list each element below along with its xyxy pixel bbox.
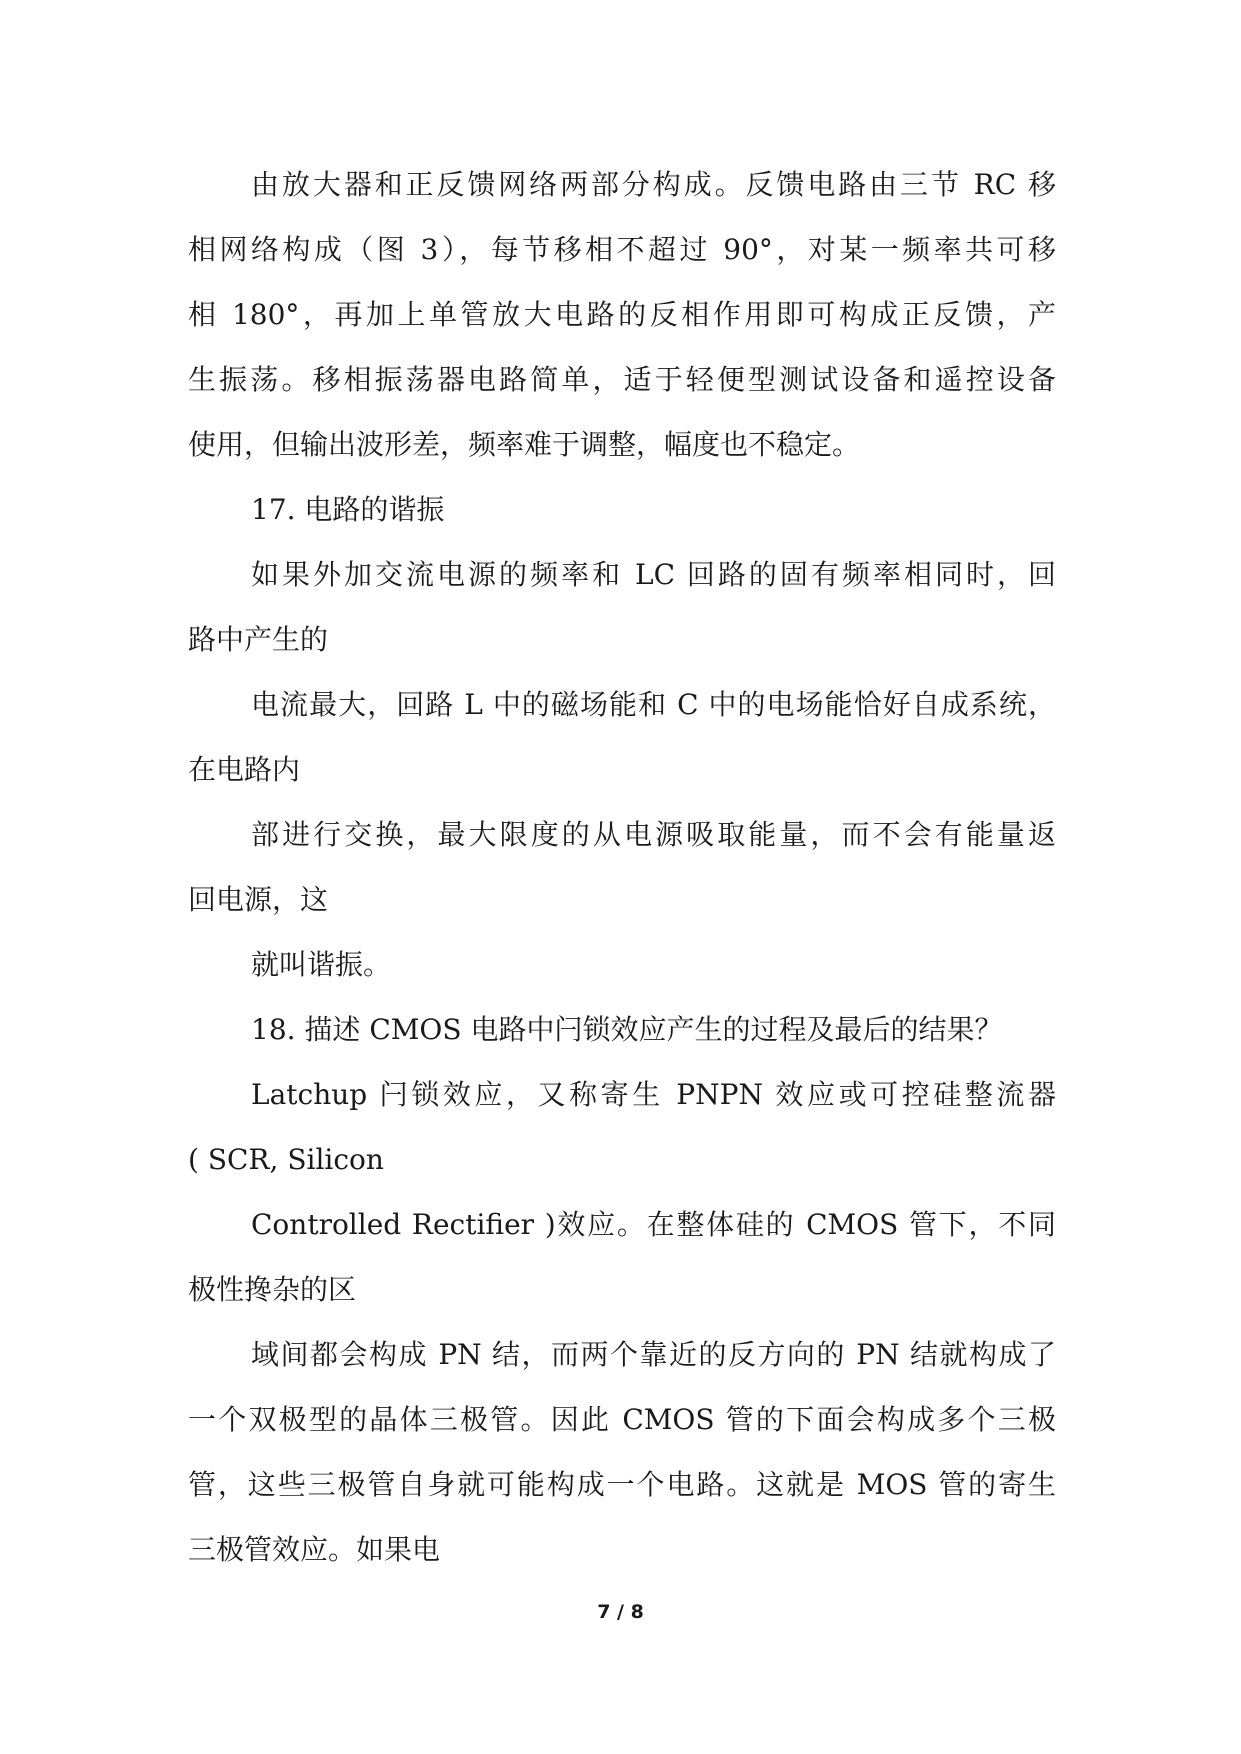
text-line: 17. 电路的谐振 [251,493,445,526]
text-line: 由放大器和正反馈网络两部分构成。反馈电路由三节 RC 移 [251,168,1056,201]
text-line: 路中产生的 [188,623,329,656]
text-line: 极性搀杂的区 [188,1273,357,1306]
text-line: 18. 描述 CMOS 电路中闩锁效应产生的过程及最后的结果？ [251,1013,1003,1046]
text-line: 在电路内 [188,753,301,786]
text-line: 一个双极型的晶体三极管。因此 CMOS 管的下面会构成多个三极 [188,1403,1056,1436]
text-line: Controlled Rectifier )效应。在整体硅的 CMOS 管下，不同 [251,1208,1056,1241]
text-line: 使用，但输出波形差，频率难于调整，幅度也不稳定。 [188,428,861,461]
text-line: 相 180°，再加上单管放大电路的反相作用即可构成正反馈，产 [188,298,1056,331]
text-line: 就叫谐振。 [251,948,392,981]
text-line: ( SCR, Silicon [188,1143,384,1176]
text-line: 域间都会构成 PN 结，而两个靠近的反方向的 PN 结就构成了 [251,1338,1056,1371]
text-line: 回电源，这 [188,883,329,916]
text-line: 管，这些三极管自身就可能构成一个电路。这就是 MOS 管的寄生 [188,1468,1056,1501]
text-line: 生振荡。移相振荡器电路简单，适于轻便型测试设备和遥控设备 [188,363,1056,396]
page-number: 7 / 8 [597,1601,644,1623]
text-line: 相网络构成（图 3），每节移相不超过 90°，对某一频率共可移 [188,233,1056,266]
text-line: 三极管效应。如果电 [188,1533,441,1566]
text-line: 电流最大，回路 L 中的磁场能和 C 中的电场能恰好自成系统， [251,688,1056,721]
text-line: 部进行交换，最大限度的从电源吸取能量，而不会有能量返 [251,818,1056,851]
text-line: Latchup 闩锁效应，又称寄生 PNPN 效应或可控硅整流器 [251,1078,1056,1111]
document-body [188,152,1056,1582]
text-line: 如果外加交流电源的频率和 LC 回路的固有频率相同时，回 [251,558,1056,591]
